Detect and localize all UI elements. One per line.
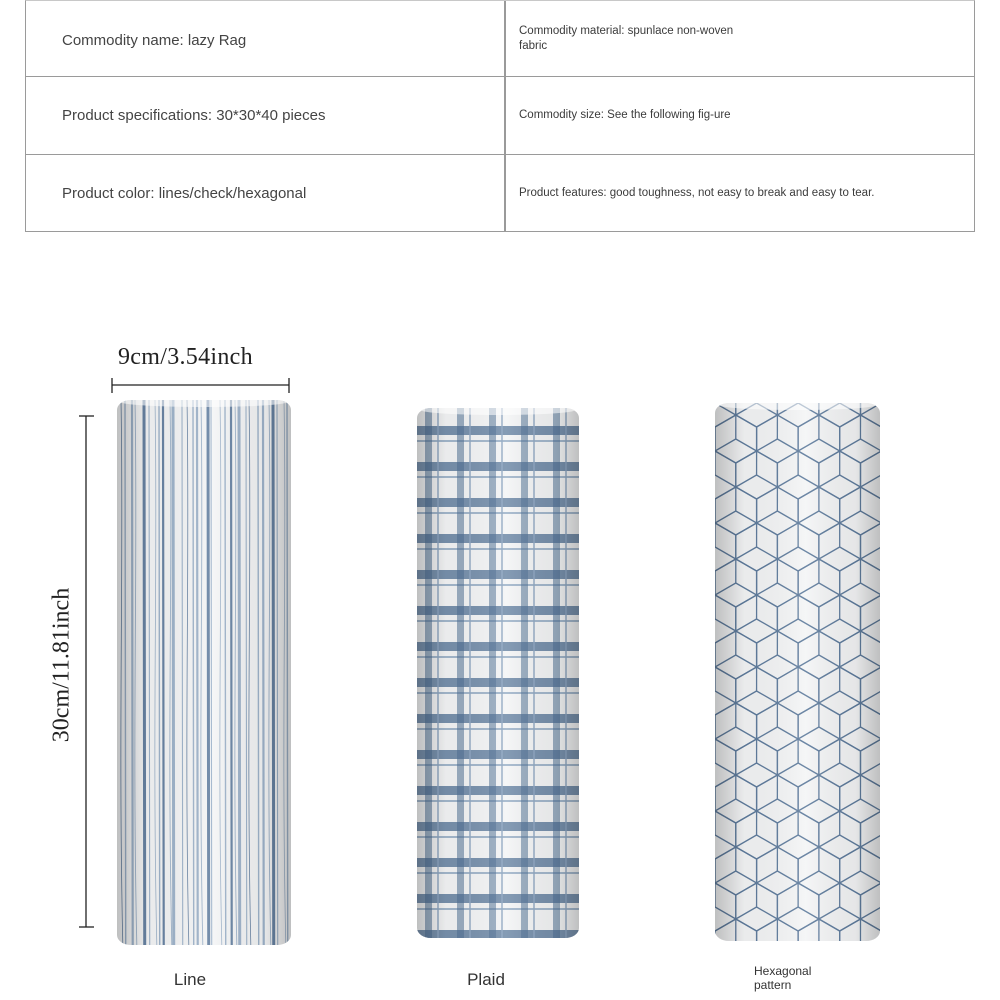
plaid-pattern-roll-image: [417, 408, 579, 938]
commodity-name-cell: Commodity name: lazy Rag: [62, 32, 247, 49]
roll-label-plaid: Plaid: [467, 970, 505, 989]
roll-hexagonal: [715, 403, 880, 941]
roll-label-line: Line: [173, 970, 207, 989]
hexagonal-pattern-roll-image: [715, 403, 880, 941]
spec-row: [26, 155, 974, 231]
line-pattern-roll-image: [117, 400, 291, 945]
roll-label-hexagonal: Hexagonal pattern: [754, 964, 812, 993]
product-color-cell: Product color: lines/check/hexagonal: [62, 184, 307, 202]
roll-line: [117, 400, 291, 945]
spec-table: [25, 0, 975, 232]
commodity-size-cell: Commodity size: See the following fig-ure: [519, 109, 731, 122]
product-features-cell: Product features: good toughness, not easy to break and easy to tear.: [519, 186, 875, 199]
height-dimension-label: 30cm/11.81inch: [48, 587, 75, 743]
product-specifications-cell: Product specifications: 30*30*40 pieces: [62, 107, 326, 124]
commodity-material-cell: Commodity material: spunlace non-woven fabric: [519, 25, 734, 52]
product-image-area: [0, 300, 1000, 1000]
roll-plaid: [417, 408, 579, 938]
spec-row: [26, 77, 974, 155]
table-column-divider: [504, 1, 506, 231]
width-dimension-label: 9cm/3.54inch: [118, 344, 253, 370]
spec-row: [26, 1, 974, 77]
